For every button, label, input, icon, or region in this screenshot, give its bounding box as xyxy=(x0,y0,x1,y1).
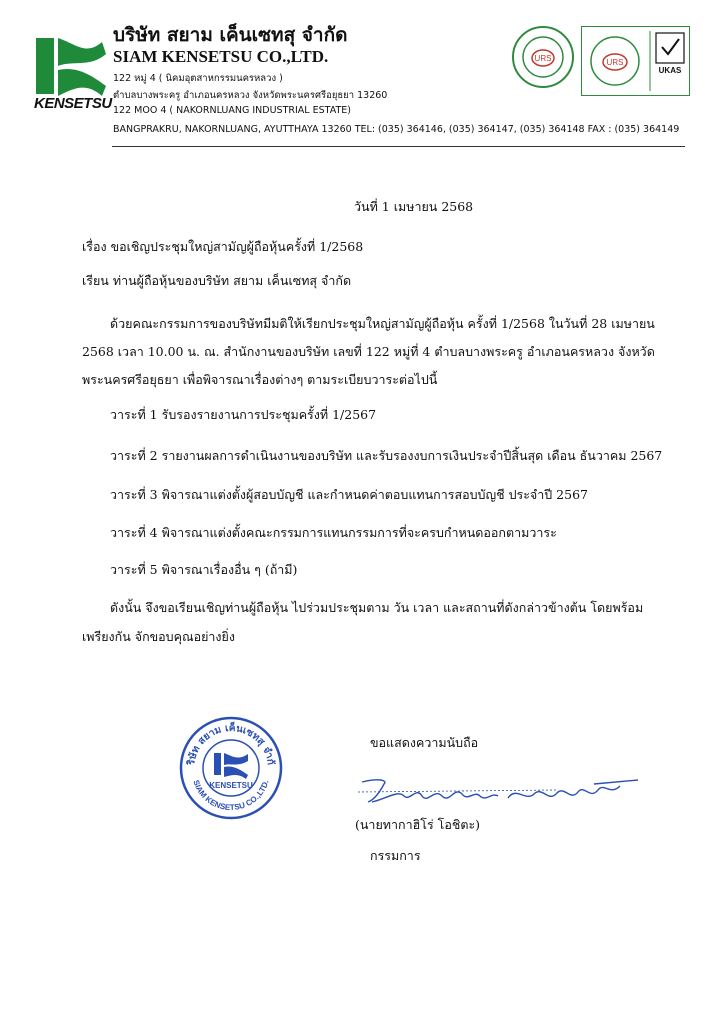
letterhead-divider xyxy=(112,146,685,147)
signer-title: กรรมการ xyxy=(370,848,421,863)
logo-wordmark: KENSETSU xyxy=(34,95,112,112)
cert-label: URS xyxy=(534,54,552,63)
agenda-item: วาระที่ 5 พิจารณาเรื่องอื่น ๆ (ถ้ามี) xyxy=(110,562,298,577)
letter-date: วันที่ 1 เมษายน 2568 xyxy=(354,199,474,214)
cert-label: UKAS xyxy=(658,66,682,75)
company-seal-stamp xyxy=(178,715,284,821)
letter-subject: เรื่อง ขอเชิญประชุมใหญ่สามัญผู้ถือหุ้นครั้งที่ 1/2568 xyxy=(82,239,364,254)
signer-name: (นายทากาฮิโร่ โอชิตะ) xyxy=(355,817,481,832)
address-english-line-2: BANGPRAKRU, NAKORNLUANG, AYUTTHAYA 13260 TEL: (035) 364146, (035) 364147, (035) 364148 FAX : (035) 364149 xyxy=(113,124,680,135)
agenda-item: วาระที่ 1 รับรองรายงานการประชุมครั้งที่ 1/2567 xyxy=(110,407,377,422)
handwritten-signature xyxy=(358,772,648,812)
letter-salutation: เรียน ท่านผู้ถือหุ้นของบริษัท สยาม เค็นเซทสุ จำกัด xyxy=(82,273,352,288)
paragraph-line: 2568 เวลา 10.00 น. ณ. สำนักงานของบริษัท เลขที่ 122 หมู่ที่ 4 ตำบลบางพระครู อำเภอนครหลวง จังหวัด xyxy=(82,344,655,359)
certification-badges-icon xyxy=(581,26,690,96)
closing-line: ดังนั้น จึงขอเรียนเชิญท่านผู้ถือหุ้น ไปร่วมประชุมตาม วัน เวลา และสถานที่ดังกล่าวข้างต้น โดยพร้อม xyxy=(110,600,644,615)
agenda-item: วาระที่ 4 พิจารณาแต่งตั้งคณะกรรมการแทนกรรมการที่จะครบกำหนดออกตามวาระ xyxy=(110,525,557,540)
svg-text:KENSETSU: KENSETSU xyxy=(209,781,253,790)
paragraph-line: ด้วยคณะกรรมการของบริษัทมีมติให้เรียกประชุมใหญ่สามัญผู้ถือหุ้น ครั้งที่ 1/2568 ในวันที่ 28 เมษายน xyxy=(110,316,655,331)
company-name-english: SIAM KENSETSU CO.,LTD. xyxy=(113,47,329,66)
agenda-item: วาระที่ 3 พิจารณาแต่งตั้งผู้สอบบัญชี และกำหนดค่าตอบแทนการสอบบัญชี ประจำปี 2567 xyxy=(110,487,588,502)
closing-regards: ขอแสดงความนับถือ xyxy=(370,735,479,750)
agenda-item: วาระที่ 2 รายงานผลการดำเนินงานของบริษัท และรับรองงบการเงินประจำปีสิ้นสุด เดือน ธันวาคม 2567 xyxy=(110,448,663,463)
closing-line: เพรียงกัน จักขอบคุณอย่างยิ่ง xyxy=(82,629,235,644)
address-thai-line-1: 122 หมู่ 4 ( นิคมอุตสาหกรรมนครหลวง ) xyxy=(113,73,283,84)
svg-text:บริษัท สยาม เค็นเซทสุ จำกัด: ริษัท สยาม เค็นเซทสุ จำกั xyxy=(186,722,276,766)
address-thai-line-2: ตำบลบางพระครู อำเภอนครหลวง จังหวัดพระนครศรีอยุธยา 13260 xyxy=(113,90,388,101)
address-english-line-1: 122 MOO 4 ( NAKORNLUANG INDUSTRIAL ESTATE) xyxy=(113,105,351,116)
company-name-thai: บริษัท สยาม เค็นเซทสุ จำกัด xyxy=(113,24,348,46)
cert-label: URS xyxy=(606,58,624,67)
certification-seal-icon xyxy=(512,26,574,88)
svg-text:SIAM KENSETSU CO.,LTD.: SIAM KENSETSU CO.,LTD. xyxy=(191,778,271,813)
paragraph-line: พระนครศรีอยุธยา เพื่อพิจารณาเรื่องต่างๆ ตามระเบียบวาระต่อไปนี้ xyxy=(82,372,438,387)
